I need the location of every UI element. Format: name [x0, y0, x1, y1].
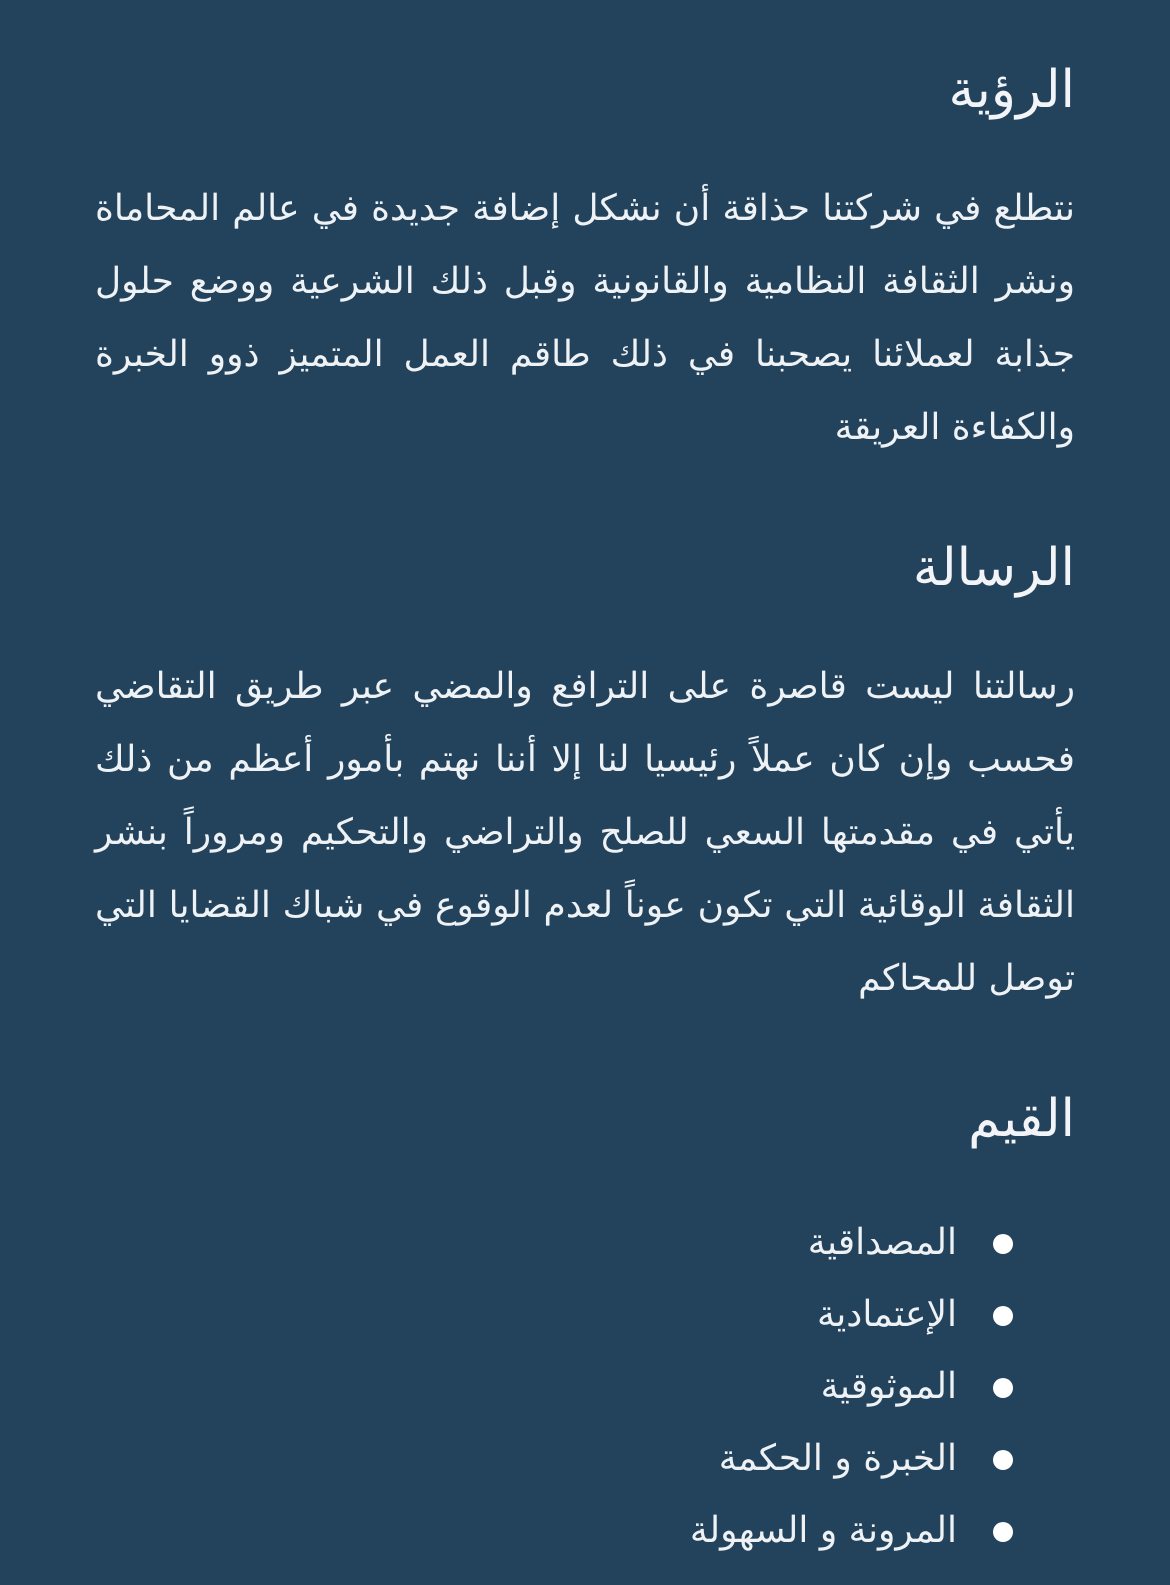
mission-title: الرسالة	[912, 538, 1075, 598]
value-label: المصداقية	[807, 1222, 957, 1263]
mission-text: رسالتنا ليست قاصرة على الترافع والمضي عبر طريق التقاضي فحسب وإن كان عملاً رئيسيا لنا إلا أننا نهتم بأمور أعظم من ذلك يأتي في مقدمتها السعي للصلح والتراضي والتحكيم ومروراً بنشر الثقافة الوقائية التي تكون عوناً لعدم الوقوع في شباك القضايا التي توصل للمحاكم	[95, 666, 1075, 999]
list-item	[95, 1279, 1013, 1351]
mission-section	[95, 530, 1075, 1015]
value-label: المرونة و السهولة	[689, 1510, 957, 1551]
bullet-icon	[993, 1306, 1013, 1326]
values-list	[95, 1207, 1075, 1567]
values-title: القيم	[968, 1089, 1075, 1149]
values-section	[95, 1081, 1075, 1567]
list-item	[95, 1423, 1013, 1495]
bullet-icon	[993, 1378, 1013, 1398]
list-item	[95, 1495, 1013, 1567]
vision-title: الرؤية	[948, 60, 1075, 120]
bullet-icon	[993, 1522, 1013, 1542]
vision-text: نتطلع في شركتنا حذاقة أن نشكل إضافة جديدة في عالم المحاماة ونشر الثقافة النظامية والقانونية وقبل ذلك الشرعية ووضع حلول جذابة لعملائنا يصحبنا في ذلك طاقم العمل المتميز ذوو الخبرة والكفاءة العريقة	[95, 188, 1076, 448]
value-label: الخبرة و الحكمة	[718, 1438, 957, 1479]
list-item	[95, 1207, 1013, 1279]
vision-section	[95, 52, 1075, 464]
value-label: الموثوقية	[820, 1366, 957, 1407]
value-label: الإعتمادية	[816, 1294, 957, 1335]
bullet-icon	[993, 1234, 1013, 1254]
list-item	[95, 1351, 1013, 1423]
bullet-icon	[993, 1450, 1013, 1470]
